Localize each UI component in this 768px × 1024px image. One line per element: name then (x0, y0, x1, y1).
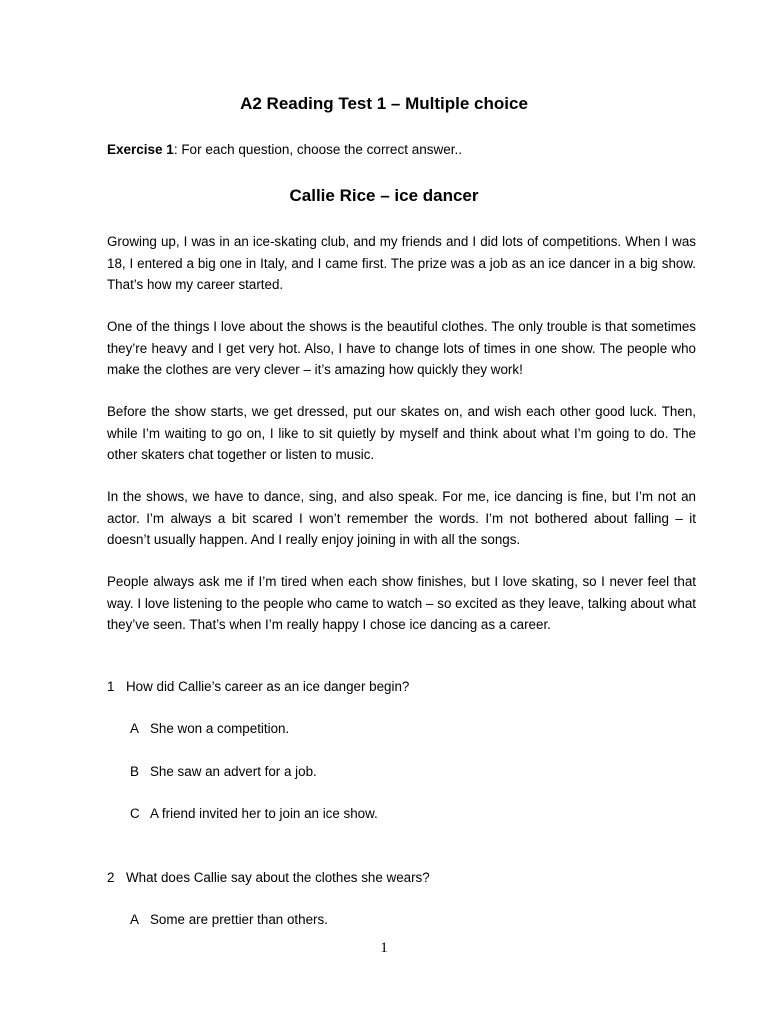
question-number: 1 (107, 679, 115, 694)
question-1-option-b (130, 764, 317, 779)
question-1-option-a (130, 721, 289, 736)
option-letter: A (130, 721, 139, 736)
article-title: Callie Rice – ice dancer (289, 186, 479, 205)
option-text: She won a competition. (150, 721, 290, 736)
paragraph-5: People always ask me if I’m tired when each show finishes, but I love skating, so I never feel that way. I love listening to the people who came to watch – so excited as they leave, talking about what they’ve seen. That’s when I’m really happy I chose ice dancing as a career. (107, 574, 696, 632)
question-2 (107, 870, 430, 885)
question-1 (107, 679, 409, 694)
option-text: A friend invited her to join an ice show. (150, 806, 378, 821)
question-text: How did Callie’s career as an ice danger begin? (126, 679, 410, 694)
option-text: She saw an advert for a job. (150, 764, 317, 779)
page-title: A2 Reading Test 1 – Multiple choice (240, 94, 528, 113)
option-letter: A (130, 912, 139, 927)
option-letter: B (130, 764, 139, 779)
paragraph-1: Growing up, I was in an ice-skating club, and my friends and I did lots of competitions. When I was 18, I entered a big one in Italy, and I came first. The prize was a job as an ice dancer in a big show. That’s how my career started. (107, 234, 696, 292)
paragraph-3: Before the show starts, we get dressed, put our skates on, and wish each other good luck. Then, while I’m waiting to go on, I like to sit quietly by myself and think about what I’m going to do. The other skaters chat together or listen to music. (107, 404, 696, 462)
question-number: 2 (107, 870, 115, 885)
page-number: 1 (380, 940, 388, 956)
question-2-option-a (130, 912, 328, 927)
exercise-label: Exercise 1 (107, 142, 174, 157)
question-1-option-c (130, 806, 378, 821)
exercise-text: : For each question, choose the correct answer.. (173, 142, 462, 157)
exercise-instruction (107, 142, 462, 157)
question-text: What does Callie say about the clothes she wears? (126, 870, 430, 885)
paragraph-4: In the shows, we have to dance, sing, and also speak. For me, ice dancing is fine, but I’m not an actor. I’m always a bit scared I won’t remember the words. I’m not bothered about falling – it doesn’t usually happen. And I really enjoy joining in with all the songs. (107, 489, 696, 547)
paragraph-2: One of the things I love about the shows is the beautiful clothes. The only trouble is that sometimes they’re heavy and I get very hot. Also, I have to change lots of times in one show. The people who make the clothes are very clever – it’s amazing how quickly they work! (107, 319, 696, 377)
option-text: Some are prettier than others. (150, 912, 328, 927)
option-letter: C (130, 806, 140, 821)
